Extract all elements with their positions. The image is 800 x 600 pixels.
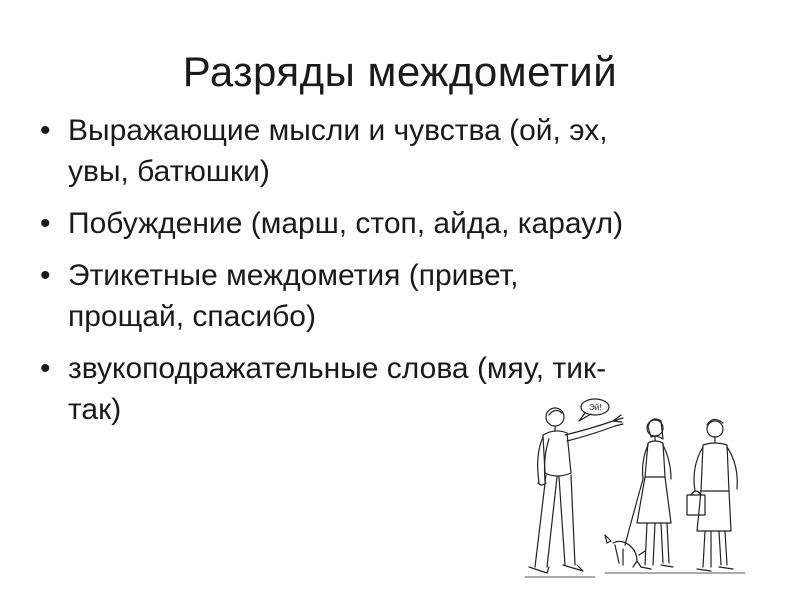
bullet-list xyxy=(40,110,730,441)
bullet-item xyxy=(40,110,730,192)
bullet-item xyxy=(40,203,730,244)
bullet-text-line: Выражающие мысли и чувства (ой, эх, xyxy=(68,114,608,147)
bullet-marker: • xyxy=(40,207,51,240)
bullet-text-line: так) xyxy=(68,393,122,426)
bullet-text-line: Этикетные междометия (привет, xyxy=(68,259,519,292)
woman-with-bag-figure xyxy=(687,419,737,571)
speech-bubble xyxy=(579,399,609,421)
bullet-marker: • xyxy=(40,114,51,147)
bullet-text-line: увы, батюшки) xyxy=(68,155,270,188)
woman-with-dog-figure xyxy=(605,419,673,569)
speech-bubble-text: Эй! xyxy=(589,403,602,412)
bullet-item xyxy=(40,255,730,337)
people-greeting-illustration xyxy=(505,395,750,595)
bullet-marker: • xyxy=(40,352,51,385)
bullet-text-line: прощай, спасибо) xyxy=(68,300,316,333)
bullet-marker: • xyxy=(40,259,51,292)
man-figure xyxy=(529,408,623,573)
bullet-text-line: Побуждение (марш, стоп, айда, караул) xyxy=(68,207,624,240)
bullet-text-line: звукоподражательные слова (мяу, тик- xyxy=(68,352,607,385)
slide-title: Разряды междометий xyxy=(182,48,618,95)
